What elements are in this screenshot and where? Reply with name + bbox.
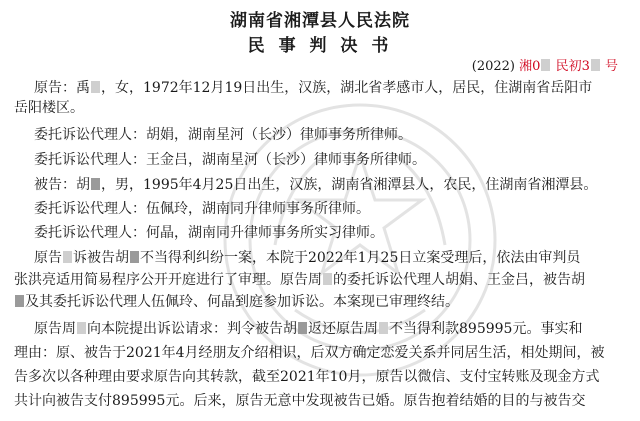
text: 诉被告胡 (73, 250, 129, 266)
redaction (77, 322, 86, 334)
claim-line-4: 共计向被告支付895995元。后来，原告无意中发现被告已婚。原告抱着结婚的目的与被告交 (14, 393, 586, 409)
redaction (591, 59, 600, 71)
case-suffix: 号 (604, 59, 618, 74)
court-name: 湖南省湘潭县人民法院 (230, 11, 410, 31)
claim-line-1 (0, 320, 640, 338)
redaction (91, 81, 100, 93)
agent-line-3: 委托诉讼代理人：伍佩玲，湖南同升律师事务所律师。 (34, 201, 370, 217)
text: 的委托诉讼代理人胡娟、王金吕，被告胡 (333, 272, 585, 288)
case-court-code: 湘0 (519, 59, 541, 74)
redaction (15, 295, 24, 307)
document-type: 民 事 判 决 书 (247, 36, 393, 56)
procedure-line-2 (0, 271, 640, 289)
procedure-line-1 (0, 249, 640, 267)
plaintiff-line (0, 79, 640, 97)
plaintiff-line-cont: 岳阳楼区。 (14, 100, 84, 116)
text: 返还原告周 (308, 321, 378, 337)
text: 不当得利款895995元。事实和 (389, 321, 583, 337)
text: 原告周 (34, 321, 76, 337)
redaction (63, 251, 72, 263)
text: 原告：禹 (34, 80, 90, 96)
defendant-line (0, 176, 640, 194)
redaction (91, 178, 100, 190)
agent-line-1: 委托诉讼代理人：胡娟，湖南星河（长沙）律师事务所律师。 (34, 127, 412, 143)
text: 向本院提出诉讼请求：判令被告胡 (87, 321, 297, 337)
text: 张洪亮适用简易程序公开开庭进行了审理。原告周 (14, 272, 322, 288)
text: 被告：胡 (34, 177, 90, 193)
redaction (298, 322, 307, 334)
text: ，男，1995年4月25日出生，汉族，湖南省湘潭县人，农民，住湖南省湘潭县。 (101, 177, 598, 193)
claim-line-3: 告多次以各种理由要求原告向其转款，截至2021年10月，原告以微信、支付宝转账及现金方式 (14, 369, 600, 385)
redaction (323, 273, 332, 285)
text: 及其委托诉讼代理人伍佩玲、何晶到庭参加诉讼。本案现已审理终结。 (25, 294, 459, 310)
text: 不当得利纠纷一案，本院于2022年1月25日立案受理后，依法由审判员 (140, 250, 581, 266)
text: 原告 (34, 250, 62, 266)
agent-line-4: 委托诉讼代理人：何晶，湖南同升律师事务所实习律师。 (34, 225, 384, 241)
procedure-line-3 (0, 293, 640, 311)
case-number (472, 55, 618, 74)
redaction (130, 251, 139, 263)
claim-line-2: 理由：原、被告于2021年4月经朋友介绍相识，后双方确定恋爱关系并同居生活，相处期间，被 (14, 345, 605, 361)
redaction (379, 322, 388, 334)
agent-line-2: 委托诉讼代理人：王金吕，湖南星河（长沙）律师事务所律师。 (34, 152, 426, 168)
case-type-code: 民初3 (555, 59, 590, 74)
redaction (541, 59, 550, 71)
case-year: (2022) (471, 59, 515, 74)
text: ，女，1972年12月19日出生，汉族，湖北省孝感市人，居民，住湖南省岳阳市 (101, 80, 593, 96)
